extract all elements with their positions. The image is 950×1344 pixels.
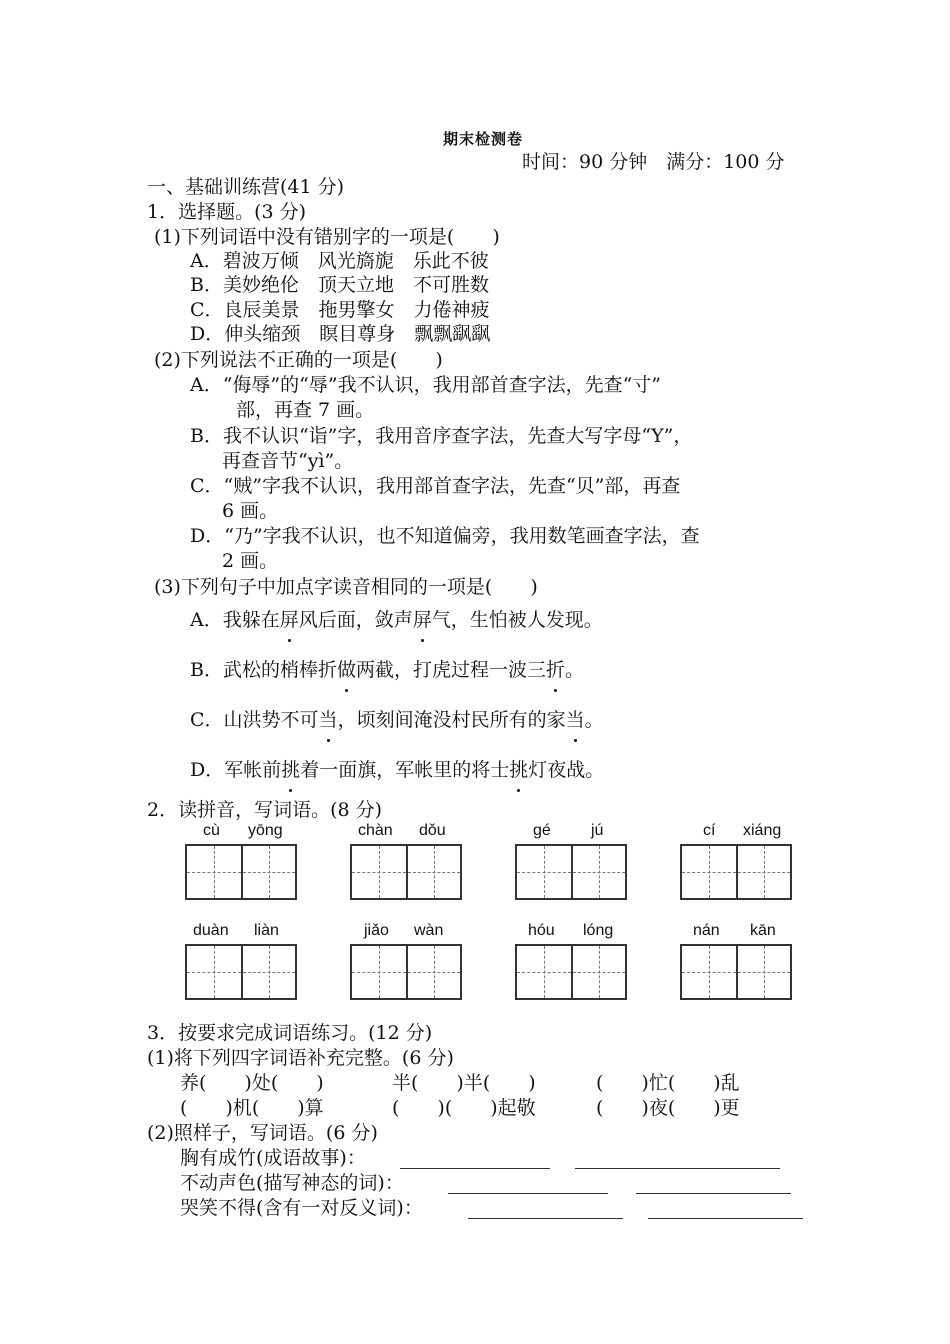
dotted-char: 屏 bbox=[412, 609, 432, 631]
writing-grid[interactable] bbox=[680, 944, 792, 1000]
exam-time-info: 时间：90 分钟 满分：100 分 bbox=[522, 151, 785, 173]
q1-2-option-b-cont: 再查音节“yì”。 bbox=[222, 450, 354, 472]
q1-1-option-d[interactable]: D．伸头缩颈 瞑目尊身 飘飘飖飖 bbox=[190, 323, 491, 345]
q1-1-option-b[interactable]: B．美妙绝伦 顶天立地 不可胜数 bbox=[190, 274, 489, 296]
dotted-char: 当 bbox=[565, 709, 585, 731]
writing-grid[interactable] bbox=[350, 944, 462, 1000]
q1-2-stem: (2)下列说法不正确的一项是( ) bbox=[154, 349, 443, 371]
q1-2-option-b[interactable]: B．我不认识“诣”字，我用音序查字法，先查大写字母“Y”， bbox=[190, 425, 693, 447]
answer-line[interactable] bbox=[575, 1150, 780, 1169]
q1-1-option-a[interactable]: A．碧波万倾 风光旖旎 乐此不彼 bbox=[190, 250, 489, 272]
pinyin-label: yōng bbox=[248, 822, 283, 839]
q1-2-option-d-cont: 2 画。 bbox=[222, 550, 279, 572]
dotted-char: 做 bbox=[336, 659, 356, 681]
q1-2-option-a-cont: 部，再查 7 画。 bbox=[236, 399, 375, 421]
writing-grid[interactable] bbox=[515, 944, 627, 1000]
dotted-char: 当 bbox=[318, 709, 338, 731]
writing-grid[interactable] bbox=[185, 944, 297, 1000]
pinyin-label: duàn bbox=[193, 922, 229, 939]
q1-3-option-a[interactable]: A．我躲在屏风后面，敛声屏气，生怕被人发现。 bbox=[190, 609, 603, 631]
q1-heading: 1．选择题。(3 分) bbox=[147, 201, 307, 223]
dotted-char: 屏 bbox=[279, 609, 299, 631]
q3-2-heading: (2)照样子，写词语。(6 分) bbox=[147, 1122, 378, 1144]
writing-grid[interactable] bbox=[680, 844, 792, 900]
page-title: 期末检测卷 bbox=[443, 130, 524, 148]
q1-3-option-c[interactable]: C．山洪势不可当，顷刻间淹没村民所有的家当。 bbox=[190, 709, 604, 731]
pinyin-label: xiáng bbox=[743, 822, 782, 839]
pinyin-label: kān bbox=[750, 922, 776, 939]
pinyin-label: lóng bbox=[583, 922, 614, 939]
pinyin-label: gé bbox=[533, 822, 551, 839]
pinyin-label: dǒu bbox=[419, 822, 446, 839]
q1-1-stem: (1)下列词语中没有错别字的一项是( ) bbox=[154, 226, 500, 248]
answer-line[interactable] bbox=[448, 1175, 608, 1194]
pinyin-label: hóu bbox=[528, 922, 555, 939]
dotted-char: 折 bbox=[546, 659, 566, 681]
q1-2-option-d[interactable]: D．“乃”字我不认识，也不知道偏旁，我用数笔画查字法，查 bbox=[190, 525, 700, 547]
q1-3-option-d[interactable]: D．军帐前挑着一面旗，军帐里的将士挑灯夜战。 bbox=[190, 759, 605, 781]
q1-3-stem: (3)下列句子中加点字读音相同的一项是( ) bbox=[154, 576, 538, 598]
q1-3-option-b[interactable]: B．武松的梢棒折做两截，打虎过程一波三折。 bbox=[190, 659, 585, 681]
idiom-blank[interactable]: ( )机( )算 bbox=[180, 1097, 324, 1119]
example-prompt: 胸有成竹(成语故事)： bbox=[180, 1147, 366, 1169]
example-prompt: 不动声色(描写神态的词)： bbox=[180, 1172, 404, 1194]
pinyin-label: jiǎo bbox=[364, 922, 389, 939]
dotted-char: 挑 bbox=[281, 759, 301, 781]
pinyin-label: cí bbox=[703, 822, 716, 839]
answer-line[interactable] bbox=[468, 1200, 623, 1219]
answer-line[interactable] bbox=[400, 1150, 550, 1169]
dotted-char: 挑 bbox=[509, 759, 529, 781]
pinyin-label: nán bbox=[693, 922, 720, 939]
q3-heading: 3．按要求完成词语练习。(12 分) bbox=[147, 1022, 433, 1044]
pinyin-label: cù bbox=[203, 822, 220, 839]
section-heading: 一、基础训练营(41 分) bbox=[147, 176, 345, 198]
pinyin-label: liàn bbox=[254, 922, 279, 939]
writing-grid[interactable] bbox=[515, 844, 627, 900]
pinyin-label: jú bbox=[591, 822, 604, 839]
idiom-blank[interactable]: ( )夜( )更 bbox=[596, 1097, 740, 1119]
example-prompt: 哭笑不得(含有一对反义词)： bbox=[180, 1197, 423, 1219]
idiom-blank[interactable]: 养( )处( ) bbox=[180, 1072, 324, 1094]
q1-2-option-a[interactable]: A．“侮辱”的“辱”我不认识，我用部首查字法，先查“寸” bbox=[190, 374, 662, 396]
writing-grid[interactable] bbox=[185, 844, 297, 900]
writing-grid[interactable] bbox=[350, 844, 462, 900]
answer-line[interactable] bbox=[636, 1175, 791, 1194]
idiom-blank[interactable]: 半( )半( ) bbox=[392, 1072, 536, 1094]
idiom-blank[interactable]: ( )( )起敬 bbox=[392, 1097, 536, 1119]
pinyin-label: wàn bbox=[414, 922, 444, 939]
q1-2-option-c[interactable]: C．“贼”字我不认识，我用部首查字法，先查“贝”部，再查 bbox=[190, 475, 681, 497]
q1-1-option-c[interactable]: C．良辰美景 拖男擎女 力倦神疲 bbox=[190, 299, 490, 321]
answer-line[interactable] bbox=[648, 1200, 803, 1219]
q3-1-heading: (1)将下列四字词语补充完整。(6 分) bbox=[147, 1047, 454, 1069]
idiom-blank[interactable]: ( )忙( )乱 bbox=[596, 1072, 740, 1094]
q1-2-option-c-cont: 6 画。 bbox=[222, 500, 279, 522]
q2-heading: 2．读拼音，写词语。(8 分) bbox=[147, 799, 383, 821]
pinyin-label: chàn bbox=[358, 822, 393, 839]
